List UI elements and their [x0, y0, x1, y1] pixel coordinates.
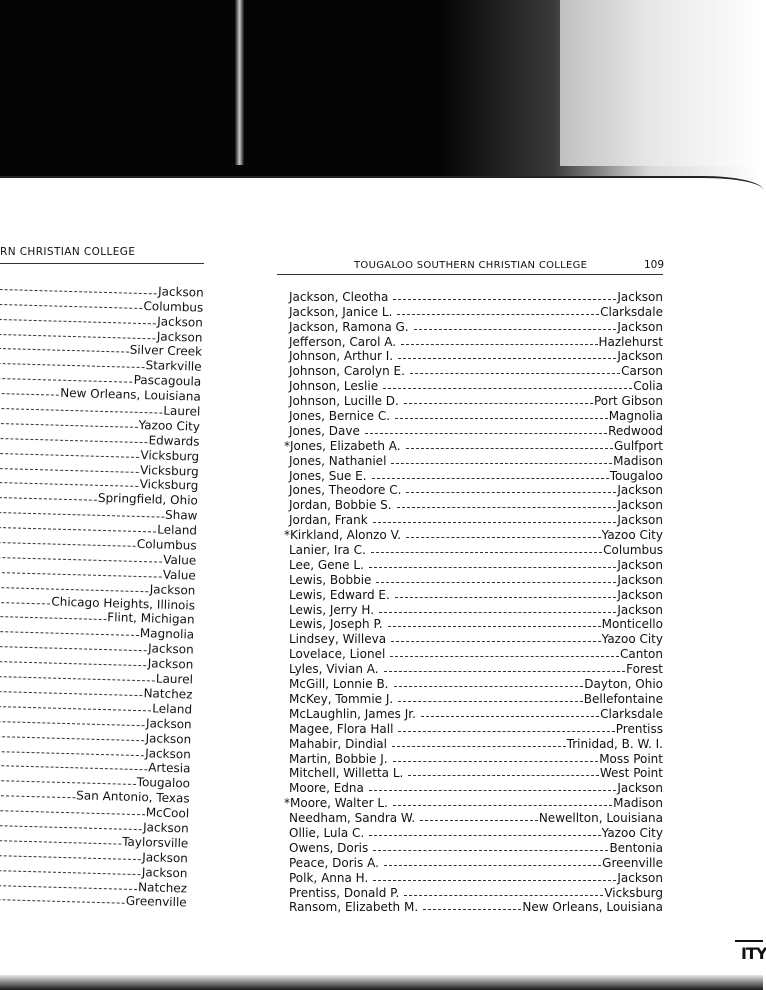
- student-name: McGill, Lonnie B.: [289, 677, 389, 692]
- directory-entry: [289, 319, 663, 334]
- hometown: Redwood: [608, 423, 663, 438]
- directory-entry: [289, 393, 663, 408]
- leader-dashes: [406, 492, 616, 493]
- student-name: Peace, Doris A.: [289, 855, 379, 870]
- hometown: Jackson: [157, 284, 204, 300]
- leader-dashes: [388, 626, 601, 627]
- leader-dashes: [0, 348, 129, 353]
- hometown: Vicksburg: [139, 477, 199, 494]
- student-name: Prentiss, Donald P.: [289, 885, 400, 900]
- student-name: Polk, Anna H.: [289, 870, 369, 885]
- student-name: Lanier, Ira C.: [289, 543, 366, 558]
- hometown: Laurel: [155, 671, 194, 687]
- directory-entry: [289, 587, 663, 602]
- directory-entry: [289, 691, 663, 706]
- hometown: Natchez: [143, 686, 193, 702]
- hometown: Yazoo City: [138, 417, 201, 434]
- leader-dashes: [397, 507, 617, 508]
- hometown: Jackson: [157, 314, 204, 330]
- bottom-edge-shadow: [0, 975, 763, 990]
- student-name: Owens, Doris: [289, 840, 369, 855]
- hometown: Magnolia: [139, 626, 195, 642]
- hometown: Madison: [613, 796, 663, 811]
- hometown: Pascagoula: [133, 373, 202, 389]
- leader-dashes: [369, 567, 617, 568]
- directory-entry: [284, 795, 663, 811]
- hometown: Jackson: [617, 319, 663, 334]
- hometown: McCool: [145, 805, 190, 821]
- directory-entry: [289, 855, 663, 870]
- leader-dashes: [395, 597, 617, 598]
- student-name: Lovelace, Lionel: [289, 647, 386, 662]
- directory-entry: [289, 423, 663, 438]
- hometown: Madison: [613, 453, 663, 468]
- student-name: Johnson, Carolyn E.: [289, 364, 405, 379]
- directory-entry: [289, 602, 663, 617]
- leader-dashes: [0, 706, 151, 712]
- leader-dashes: [0, 557, 162, 563]
- student-name: Jones, Dave: [289, 423, 360, 438]
- hometown: Yazoo City: [601, 632, 663, 647]
- hometown: Dayton, Ohio: [584, 677, 663, 692]
- hometown: Jackson: [617, 349, 663, 364]
- leader-dashes: [0, 438, 148, 443]
- student-name: Jones, Bernice C.: [289, 409, 391, 424]
- hometown: Columbus: [143, 298, 204, 315]
- leader-dashes: [0, 497, 97, 501]
- hometown: Shaw: [164, 507, 198, 523]
- hometown: West Point: [599, 766, 663, 781]
- directory-entry: [289, 825, 663, 840]
- leader-dashes: [0, 304, 142, 309]
- leader-dashes: [421, 716, 599, 717]
- leader-dashes: [0, 780, 136, 785]
- hometown: Jackson: [147, 641, 194, 657]
- hometown: Greenville: [125, 894, 187, 910]
- student-name: McLaughlin, James Jr.: [289, 706, 416, 721]
- leader-dashes: [406, 537, 601, 538]
- hometown: Silver Creek: [129, 343, 203, 360]
- leader-dashes: [394, 686, 584, 687]
- hometown: Value: [163, 552, 197, 568]
- hometown: Chicago Heights, Illinois: [51, 594, 196, 613]
- leader-dashes: [0, 527, 156, 533]
- hometown: Leland: [157, 522, 198, 538]
- student-name: *Kirkland, Alonzo V.: [284, 528, 402, 543]
- leader-dashes: [420, 820, 538, 821]
- spine-highlight: [235, 0, 244, 165]
- leader-dashes: [0, 363, 145, 368]
- hometown: Jackson: [145, 715, 192, 732]
- hometown: Trinidad, B. W. I.: [566, 736, 663, 751]
- hometown: Jackson: [617, 557, 663, 572]
- hometown: Bentonia: [609, 840, 663, 855]
- leader-dashes: [404, 895, 603, 896]
- directory-entry: [289, 363, 663, 378]
- leader-dashes: [398, 731, 614, 732]
- hometown: Value: [162, 567, 196, 583]
- student-name: Jones, Nathaniel: [289, 453, 387, 468]
- student-name: Lewis, Edward E.: [289, 587, 390, 602]
- directory-entry: [289, 646, 663, 661]
- corner-rule: [735, 940, 763, 942]
- hometown: New Orleans, Louisiana: [522, 900, 663, 915]
- directory-entry: [289, 900, 663, 915]
- hometown: Jackson: [145, 730, 192, 747]
- hometown: Gulfport: [613, 438, 663, 453]
- student-name: Jones, Sue E.: [289, 468, 367, 483]
- right-header-rule: [277, 274, 663, 275]
- directory-entry: [289, 542, 663, 557]
- leader-dashes: [0, 423, 138, 428]
- student-name: Johnson, Arthur I.: [289, 349, 394, 364]
- student-name: Jefferson, Carol A.: [289, 334, 397, 349]
- hometown: Starkville: [145, 358, 202, 375]
- hometown: Monticello: [601, 617, 663, 632]
- directory-entry: [289, 885, 663, 900]
- leader-dashes: [410, 373, 620, 374]
- hometown: Hazlehurst: [598, 334, 663, 349]
- leader-dashes: [0, 631, 139, 636]
- hometown: Springfield, Ohio: [97, 491, 199, 508]
- hometown: Jackson: [142, 849, 189, 866]
- student-name: Lewis, Joseph P.: [289, 617, 383, 632]
- leader-dashes: [383, 388, 632, 389]
- hometown: Jackson: [617, 513, 663, 528]
- hometown: Taylorsville: [121, 834, 189, 851]
- leader-dashes: [0, 810, 145, 815]
- leader-dashes: [0, 616, 106, 620]
- leader-dashes: [369, 790, 616, 791]
- leader-dashes: [398, 701, 583, 702]
- hometown: Jackson: [141, 864, 188, 881]
- page-number: 109: [644, 259, 665, 271]
- hometown: Columbus: [603, 543, 663, 558]
- directory-entry: [289, 617, 663, 632]
- left-header-rule: [0, 263, 204, 264]
- leader-dashes: [398, 358, 616, 359]
- leader-dashes: [0, 676, 155, 682]
- leader-dashes: [369, 835, 600, 836]
- hometown: Columbus: [136, 536, 197, 553]
- leader-dashes: [0, 468, 139, 473]
- directory-entry: [289, 557, 663, 572]
- directory-entry: [289, 706, 663, 721]
- directory-entry: [284, 438, 663, 453]
- leader-dashes: [406, 448, 613, 449]
- directory-entry: [289, 378, 663, 393]
- hometown: San Antonio, Texas: [76, 788, 190, 806]
- leader-dashes: [373, 522, 617, 523]
- hometown: Edwards: [148, 433, 200, 449]
- leader-dashes: [379, 612, 616, 613]
- hometown: Moss Point: [599, 751, 663, 766]
- leader-dashes: [0, 601, 50, 604]
- leader-dashes: [0, 661, 147, 666]
- hometown: Forest: [626, 662, 663, 677]
- leader-dashes: [414, 329, 617, 330]
- leader-dashes: [0, 587, 149, 592]
- leader-dashes: [0, 750, 144, 755]
- scan-light-gradient: [440, 0, 763, 186]
- leader-dashes: [401, 344, 597, 345]
- student-name: Johnson, Lucille D.: [289, 394, 399, 409]
- hometown: Jackson: [144, 745, 192, 762]
- student-name: Lyles, Vivian A.: [289, 662, 379, 677]
- student-name: Lindsey, Willeva: [289, 632, 387, 647]
- leader-dashes: [0, 691, 143, 696]
- leader-dashes: [0, 735, 145, 740]
- student-name: Mahabir, Dindial: [289, 736, 387, 751]
- hometown: Colia: [633, 379, 663, 394]
- student-name: Jackson, Ramona G.: [289, 319, 409, 334]
- leader-dashes: [365, 433, 607, 434]
- leader-dashes: [384, 671, 626, 672]
- leader-dashes: [0, 289, 157, 294]
- leader-dashes: [0, 795, 75, 799]
- leader-dashes: [393, 805, 612, 806]
- left-place-list: [0, 279, 204, 910]
- student-name: *Jones, Elizabeth A.: [284, 438, 401, 453]
- directory-entry: [289, 512, 663, 527]
- directory-entry: [289, 408, 663, 423]
- hometown: Jackson: [617, 587, 663, 602]
- hometown: Laurel: [163, 403, 201, 419]
- leader-dashes: [0, 765, 147, 770]
- directory-entry: [289, 780, 663, 795]
- student-name: *Moore, Walter L.: [284, 796, 388, 811]
- hometown: Jackson: [142, 820, 189, 836]
- student-name: Jackson, Cleotha: [289, 289, 389, 304]
- hometown: Jackson: [617, 483, 663, 498]
- leader-dashes: [0, 378, 133, 383]
- hometown: Canton: [620, 647, 663, 662]
- leader-dashes: [393, 299, 616, 300]
- hometown: Tougaloo: [136, 775, 191, 791]
- hometown: Jackson: [617, 870, 663, 885]
- hometown: Tougaloo: [609, 468, 663, 483]
- hometown: Vicksburg: [604, 885, 663, 900]
- student-name: Magee, Flora Hall: [289, 721, 394, 736]
- directory-entry: [289, 289, 663, 304]
- student-name: Jordan, Frank: [289, 513, 368, 528]
- leader-dashes: [0, 646, 147, 651]
- leader-dashes: [0, 721, 145, 726]
- student-name: Lee, Gene L.: [289, 557, 364, 572]
- leader-dashes: [423, 909, 521, 910]
- hometown: Greenville: [602, 855, 663, 870]
- hometown: Yazoo City: [601, 528, 663, 543]
- directory-entry: [289, 349, 663, 364]
- directory-entry: [284, 527, 663, 543]
- hometown: Carson: [621, 364, 663, 379]
- directory-entry: [289, 572, 663, 587]
- leader-dashes: [390, 656, 619, 657]
- hometown: Bellefontaine: [583, 691, 663, 706]
- leader-dashes: [0, 869, 141, 874]
- leader-dashes: [0, 542, 136, 547]
- leader-dashes: [0, 825, 142, 830]
- student-name: Martin, Bobbie J.: [289, 751, 388, 766]
- hometown: Jackson: [617, 602, 663, 617]
- leader-dashes: [391, 641, 601, 642]
- leader-dashes: [0, 899, 125, 904]
- student-name: Lewis, Jerry H.: [289, 602, 375, 617]
- leader-dashes: [371, 552, 602, 553]
- student-name: Jordan, Bobbie S.: [289, 498, 392, 513]
- leader-dashes: [372, 478, 609, 479]
- leader-dashes: [393, 761, 599, 762]
- student-name: McKey, Tommie J.: [289, 691, 394, 706]
- directory-entry: [289, 676, 663, 691]
- hometown: Yazoo City: [601, 825, 663, 840]
- leader-dashes: [0, 855, 141, 860]
- leader-dashes: [408, 775, 599, 776]
- leader-dashes: [0, 393, 59, 396]
- directory-entry: [289, 810, 663, 825]
- hometown: Flint, Michigan: [107, 610, 195, 628]
- directory-entry: [289, 661, 663, 676]
- hometown: Leland: [152, 701, 193, 717]
- directory-entry: [289, 483, 663, 498]
- directory-entry: [289, 721, 663, 736]
- directory-entry: [289, 497, 663, 512]
- student-name: Ransom, Elizabeth M.: [289, 900, 419, 915]
- leader-dashes: [0, 840, 121, 845]
- directory-entry: [289, 334, 663, 349]
- student-name: Mitchell, Willetta L.: [289, 766, 404, 781]
- leader-dashes: [404, 403, 593, 404]
- directory-entry: [289, 766, 663, 781]
- directory-entry: [289, 736, 663, 751]
- hometown: Vicksburg: [139, 462, 199, 479]
- directory-entry: [289, 304, 663, 319]
- hometown: Clarksdale: [600, 304, 663, 319]
- leader-dashes: [373, 850, 608, 851]
- leader-dashes: [384, 865, 601, 866]
- hometown: Jackson: [617, 289, 663, 304]
- student-name: Johnson, Leslie: [289, 379, 379, 394]
- leader-dashes: [0, 884, 137, 889]
- leader-dashes: [395, 418, 608, 419]
- page-edge: [0, 176, 763, 196]
- hometown: Jackson: [156, 328, 203, 345]
- hometown: Newellton, Louisiana: [538, 811, 663, 826]
- student-name: Ollie, Lula C.: [289, 825, 365, 840]
- leader-dashes: [0, 334, 156, 339]
- left-running-header: RN CHRISTIAN COLLEGE: [0, 246, 136, 258]
- next-page-edge-mark: ITY: [741, 944, 766, 963]
- hometown: Port Gibson: [593, 394, 663, 409]
- hometown: Prentiss: [615, 721, 663, 736]
- hometown: Natchez: [137, 879, 188, 895]
- directory-entry: [289, 751, 663, 766]
- directory-entry: [289, 453, 663, 468]
- hometown: New Orleans, Louisiana: [60, 385, 201, 404]
- hometown: Jackson: [617, 572, 663, 587]
- student-name: Lewis, Bobbie: [289, 572, 372, 587]
- leader-dashes: [392, 746, 566, 747]
- leader-dashes: [0, 572, 162, 578]
- hometown: Jackson: [617, 498, 663, 513]
- leader-dashes: [397, 314, 599, 315]
- leader-dashes: [373, 880, 616, 881]
- directory-entry: [289, 468, 663, 483]
- student-name: Moore, Edna: [289, 781, 364, 796]
- leader-dashes: [0, 453, 139, 458]
- hometown: Magnolia: [608, 409, 663, 424]
- hometown: Jackson: [149, 582, 196, 598]
- student-name: Needham, Sandra W.: [289, 811, 416, 826]
- directory-entry: [289, 840, 663, 855]
- leader-dashes: [376, 582, 616, 583]
- directory-entry: [289, 870, 663, 885]
- right-running-header: TOUGALOO SOUTHERN CHRISTIAN COLLEGE: [354, 260, 588, 271]
- student-name: Jackson, Janice L.: [289, 304, 393, 319]
- hometown: Vicksburg: [140, 447, 200, 464]
- student-directory-list: [284, 289, 663, 915]
- directory-entry: [289, 631, 663, 646]
- student-name: Jones, Theodore C.: [289, 483, 402, 498]
- leader-dashes: [0, 319, 156, 324]
- leader-dashes: [0, 482, 139, 487]
- hometown: Artesia: [148, 760, 191, 776]
- leader-dashes: [391, 463, 612, 464]
- hometown: Clarksdale: [600, 706, 663, 721]
- hometown: Jackson: [147, 656, 194, 672]
- hometown: Jackson: [617, 781, 663, 796]
